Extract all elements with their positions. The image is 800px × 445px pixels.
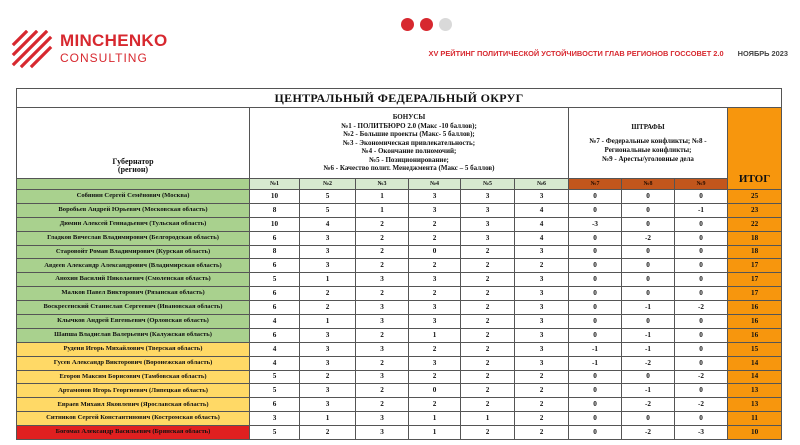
score-cell: 3 (300, 398, 356, 412)
score-cell: 3 (461, 231, 515, 245)
score-cell: 2 (515, 259, 569, 273)
total-score: 22 (728, 217, 782, 231)
bonus-legend-line: №2 - Большие проекты (Макс- 5 баллов); (343, 130, 475, 139)
score-cell: 0 (675, 412, 728, 426)
score-cell: 4 (250, 342, 300, 356)
score-cell: 3 (300, 245, 356, 259)
column-number: №4 (409, 179, 461, 190)
total-score: 16 (728, 328, 782, 342)
total-score: 18 (728, 231, 782, 245)
score-cell: -1 (622, 384, 675, 398)
governor-row (17, 203, 782, 217)
score-cell: 2 (356, 328, 409, 342)
score-cell: 3 (356, 412, 409, 426)
governor-row (17, 273, 782, 287)
score-cell: 2 (515, 370, 569, 384)
governor-row (17, 370, 782, 384)
column-number: №8 (622, 179, 675, 190)
logo-stripes-icon (10, 30, 54, 70)
score-cell: 2 (461, 301, 515, 315)
score-cell: 0 (569, 231, 622, 245)
score-cell: 0 (569, 412, 622, 426)
score-cell: -2 (622, 356, 675, 370)
score-cell: 2 (300, 370, 356, 384)
score-cell: 4 (515, 217, 569, 231)
score-cell: -1 (675, 203, 728, 217)
total-score: 17 (728, 273, 782, 287)
column-numbers (17, 179, 782, 190)
governor-name: Анохин Василий Николаевич (Смоленская область) (17, 273, 250, 287)
score-cell: 0 (675, 217, 728, 231)
score-cell: 3 (515, 342, 569, 356)
dot-1 (401, 18, 414, 31)
score-cell: 3 (300, 342, 356, 356)
governor-row (17, 231, 782, 245)
score-cell: 0 (675, 328, 728, 342)
score-cell: 1 (409, 426, 461, 440)
fines-legend-line: №7 - Федеральные конфликты; №8 - Региональные конфликты; (589, 137, 707, 154)
governor-header-label: Губернатор (112, 157, 154, 166)
total-score: 13 (728, 384, 782, 398)
score-cell: 2 (356, 398, 409, 412)
score-cell: 2 (515, 426, 569, 440)
score-cell: 4 (515, 231, 569, 245)
score-cell: 0 (675, 231, 728, 245)
score-cell: 0 (675, 287, 728, 301)
score-cell: 5 (300, 203, 356, 217)
score-cell: 0 (569, 203, 622, 217)
score-cell: 3 (409, 203, 461, 217)
score-cell: 2 (300, 287, 356, 301)
score-cell: 0 (569, 426, 622, 440)
score-cell: -2 (675, 370, 728, 384)
score-cell: 3 (356, 301, 409, 315)
fines-legend (569, 108, 728, 179)
score-cell: 1 (300, 315, 356, 329)
score-cell: 5 (300, 190, 356, 204)
score-cell: 6 (250, 259, 300, 273)
total-score: 13 (728, 398, 782, 412)
governor-row (17, 328, 782, 342)
score-cell: 2 (461, 398, 515, 412)
score-cell: 10 (250, 190, 300, 204)
governor-row (17, 287, 782, 301)
score-cell: 0 (622, 245, 675, 259)
score-cell: 0 (569, 287, 622, 301)
score-cell: 6 (250, 398, 300, 412)
score-cell: 2 (461, 342, 515, 356)
dot-3 (439, 18, 452, 31)
score-cell: 1 (409, 412, 461, 426)
governor-name: Малков Павел Викторович (Рязанская область) (17, 287, 250, 301)
score-cell: 0 (675, 356, 728, 370)
score-cell: 3 (461, 190, 515, 204)
score-cell: 0 (675, 190, 728, 204)
score-cell: 3 (409, 190, 461, 204)
governor-name: Евраев Михаил Яковлевич (Ярославская область) (17, 398, 250, 412)
bonus-legend-line: №4 - Окончание полномочий; (361, 147, 457, 156)
score-cell: 8 (250, 245, 300, 259)
score-cell: 2 (356, 287, 409, 301)
score-cell: 1 (300, 273, 356, 287)
score-cell: 1 (409, 328, 461, 342)
score-cell: 0 (622, 190, 675, 204)
score-cell: 3 (300, 384, 356, 398)
score-cell: 2 (461, 259, 515, 273)
score-cell: 1 (356, 190, 409, 204)
score-cell: 3 (356, 315, 409, 329)
score-cell: -2 (622, 398, 675, 412)
score-cell: 0 (622, 412, 675, 426)
report-header (429, 49, 788, 58)
score-cell: 0 (622, 273, 675, 287)
governor-row (17, 245, 782, 259)
score-cell: 2 (515, 398, 569, 412)
total-score: 16 (728, 301, 782, 315)
governor-row (17, 398, 782, 412)
score-cell: 0 (569, 273, 622, 287)
score-cell: 3 (300, 356, 356, 370)
score-cell: 2 (409, 370, 461, 384)
total-score: 14 (728, 356, 782, 370)
column-number: №3 (356, 179, 409, 190)
score-cell: 0 (675, 273, 728, 287)
governor-row (17, 426, 782, 440)
score-cell: 2 (461, 328, 515, 342)
score-cell: 0 (569, 301, 622, 315)
bonus-legend-line: №6 - Качество полит. Менеджмента (Макс – 5 баллов) (323, 164, 495, 173)
column-number-blank (17, 179, 250, 190)
score-cell: 1 (300, 412, 356, 426)
score-cell: 3 (300, 259, 356, 273)
score-cell: 2 (356, 384, 409, 398)
bonus-legend-line: БОНУСЫ (392, 113, 426, 122)
score-cell: -1 (622, 301, 675, 315)
rating-table (16, 88, 782, 440)
minchenko-logo (10, 28, 180, 72)
score-cell: 3 (515, 301, 569, 315)
score-cell: 3 (515, 245, 569, 259)
score-cell: 3 (515, 190, 569, 204)
bonus-legend-line: №5 - Позиционирование; (369, 155, 449, 164)
bonus-legend-line: №3 - Экономическая привлекательность; (342, 138, 476, 147)
score-cell: 3 (515, 356, 569, 370)
score-cell: 3 (250, 412, 300, 426)
score-cell: 6 (250, 287, 300, 301)
score-cell: 2 (356, 356, 409, 370)
score-cell: 8 (250, 203, 300, 217)
score-cell: 3 (356, 273, 409, 287)
score-cell: 2 (461, 287, 515, 301)
total-score: 23 (728, 203, 782, 217)
score-cell: 0 (675, 384, 728, 398)
total-score: 14 (728, 370, 782, 384)
score-cell: 3 (515, 287, 569, 301)
score-cell: 3 (356, 342, 409, 356)
score-cell: 0 (622, 203, 675, 217)
score-cell: 2 (409, 217, 461, 231)
total-score: 17 (728, 259, 782, 273)
governor-row (17, 384, 782, 398)
score-cell: 0 (409, 384, 461, 398)
governor-row (17, 301, 782, 315)
governor-row (17, 190, 782, 204)
score-cell: 4 (250, 356, 300, 370)
column-number: №7 (569, 179, 622, 190)
score-cell: 0 (569, 190, 622, 204)
score-cell: -1 (622, 328, 675, 342)
governor-name: Клычков Андрей Евгеньевич (Орловская область) (17, 315, 250, 329)
score-cell: 0 (622, 217, 675, 231)
score-cell: 0 (569, 398, 622, 412)
score-cell: 0 (675, 315, 728, 329)
score-cell: 0 (622, 370, 675, 384)
score-cell: 6 (250, 231, 300, 245)
score-cell: -1 (569, 342, 622, 356)
governor-name: Егоров Максим Борисович (Тамбовская область) (17, 370, 250, 384)
score-cell: -3 (675, 426, 728, 440)
score-cell: 4 (300, 217, 356, 231)
score-cell: 0 (622, 315, 675, 329)
governor-name: Гусев Александр Викторович (Воронежская область) (17, 356, 250, 370)
column-number: №2 (300, 179, 356, 190)
score-cell: -2 (622, 426, 675, 440)
total-score: 11 (728, 412, 782, 426)
score-cell: 10 (250, 217, 300, 231)
governor-name: Шапша Владислав Валерьевич (Калужская область) (17, 328, 250, 342)
region-header-label: (регион) (117, 165, 149, 174)
score-cell: 4 (250, 315, 300, 329)
total-score: 10 (728, 426, 782, 440)
total-score: 18 (728, 245, 782, 259)
score-cell: 2 (356, 259, 409, 273)
score-cell: 2 (409, 259, 461, 273)
score-cell: 0 (675, 342, 728, 356)
score-cell: 3 (300, 231, 356, 245)
score-cell: 0 (569, 370, 622, 384)
fines-legend-line: №9 - Аресты/уголовные дела (602, 154, 694, 163)
score-cell: 3 (409, 315, 461, 329)
bonus-legend-line: №1 - ПОЛИТБЮРО 2.0 (Макс -10 баллов); (341, 121, 477, 130)
governor-name: Дюмин Алексей Геннадьевич (Тульская область) (17, 217, 250, 231)
governor-header (17, 108, 250, 179)
score-cell: 3 (461, 217, 515, 231)
score-cell: 0 (569, 315, 622, 329)
column-number: №9 (675, 179, 728, 190)
score-cell: 3 (300, 328, 356, 342)
score-cell: 3 (356, 370, 409, 384)
governor-name: Богомаз Александр Васильевич (Брянская область) (17, 426, 250, 440)
brand-sub: CONSULTING (60, 51, 148, 65)
governor-name: Воробьев Андрей Юрьевич (Московская область) (17, 203, 250, 217)
score-cell: 3 (515, 328, 569, 342)
score-cell: 0 (622, 259, 675, 273)
total-score: 16 (728, 315, 782, 329)
score-cell: 2 (515, 412, 569, 426)
score-cell: 2 (461, 356, 515, 370)
governor-name: Руденя Игорь Михайлович (Тверская область) (17, 342, 250, 356)
governor-name: Артамонов Игорь Георгиевич (Липецкая область) (17, 384, 250, 398)
score-cell: 5 (250, 370, 300, 384)
score-cell: 2 (461, 273, 515, 287)
score-cell: 2 (461, 315, 515, 329)
score-cell: 2 (356, 231, 409, 245)
score-cell: 0 (569, 384, 622, 398)
score-cell: 4 (515, 203, 569, 217)
score-cell: 0 (569, 259, 622, 273)
total-score: 15 (728, 342, 782, 356)
report-title: XV РЕЙТИНГ ПОЛИТИЧЕСКОЙ УСТОЙЧИВОСТИ ГЛАВ РЕГИОНОВ ГОССОВЕТ 2.0 (428, 49, 724, 58)
score-cell: -2 (675, 398, 728, 412)
score-cell: 2 (409, 231, 461, 245)
score-cell: 2 (515, 384, 569, 398)
score-cell: 2 (409, 398, 461, 412)
score-cell: 3 (409, 301, 461, 315)
score-cell: 2 (356, 217, 409, 231)
score-cell: -2 (675, 301, 728, 315)
column-number: №5 (461, 179, 515, 190)
governor-row (17, 217, 782, 231)
score-cell: 2 (461, 245, 515, 259)
governor-name: Старовойт Роман Владимирович (Курская область) (17, 245, 250, 259)
score-cell: -3 (569, 217, 622, 231)
score-cell: 5 (250, 426, 300, 440)
score-cell: 2 (300, 426, 356, 440)
score-cell: 5 (250, 273, 300, 287)
decor-dots (401, 18, 458, 32)
score-cell: 2 (300, 301, 356, 315)
score-cell: -1 (569, 356, 622, 370)
total-score: 25 (728, 190, 782, 204)
score-cell: 5 (250, 384, 300, 398)
score-cell: 0 (569, 245, 622, 259)
score-cell: 2 (461, 426, 515, 440)
governor-row (17, 259, 782, 273)
score-cell: 2 (409, 342, 461, 356)
table-body (17, 89, 782, 440)
governor-name: Собянин Сергей Семёнович (Москва) (17, 190, 250, 204)
score-cell: 6 (250, 328, 300, 342)
score-cell: 1 (461, 412, 515, 426)
score-cell: 0 (409, 245, 461, 259)
score-cell: 0 (675, 245, 728, 259)
governor-name: Гладков Вячеслав Владимирович (Белгородская область) (17, 231, 250, 245)
column-number: №6 (515, 179, 569, 190)
governor-row (17, 315, 782, 329)
column-number: №1 (250, 179, 300, 190)
report-date: НОЯБРЬ 2023 (737, 49, 788, 58)
score-cell: 2 (409, 287, 461, 301)
total-score: 17 (728, 287, 782, 301)
score-cell: 1 (356, 203, 409, 217)
score-cell: 3 (409, 273, 461, 287)
brand-name: MINCHENKO (60, 31, 168, 50)
score-cell: 0 (675, 259, 728, 273)
governor-name: Авдеев Александр Александрович (Владимирская область) (17, 259, 250, 273)
dot-2 (420, 18, 433, 31)
score-cell: 6 (250, 301, 300, 315)
score-cell: 3 (356, 426, 409, 440)
bonus-legend (250, 108, 569, 179)
score-cell: 0 (569, 328, 622, 342)
itog-header: ИТОГ (728, 108, 782, 190)
score-cell: 3 (515, 273, 569, 287)
score-cell: 3 (515, 315, 569, 329)
score-cell: 2 (461, 370, 515, 384)
governor-row (17, 342, 782, 356)
score-cell: -1 (622, 342, 675, 356)
score-cell: 2 (461, 384, 515, 398)
score-cell: 2 (356, 245, 409, 259)
score-cell: 3 (461, 203, 515, 217)
score-cell: -2 (622, 231, 675, 245)
governor-name: Воскресенский Станислав Сергеевич (Ивановская область) (17, 301, 250, 315)
governor-name: Ситников Сергей Константинович (Костромская область) (17, 412, 250, 426)
governor-row (17, 356, 782, 370)
score-cell: 3 (409, 356, 461, 370)
score-cell: 0 (622, 287, 675, 301)
district-title: ЦЕНТРАЛЬНЫЙ ФЕДЕРАЛЬНЫЙ ОКРУГ (17, 89, 782, 108)
fines-legend-line: ШТРАФЫ (631, 122, 665, 131)
governor-row (17, 412, 782, 426)
